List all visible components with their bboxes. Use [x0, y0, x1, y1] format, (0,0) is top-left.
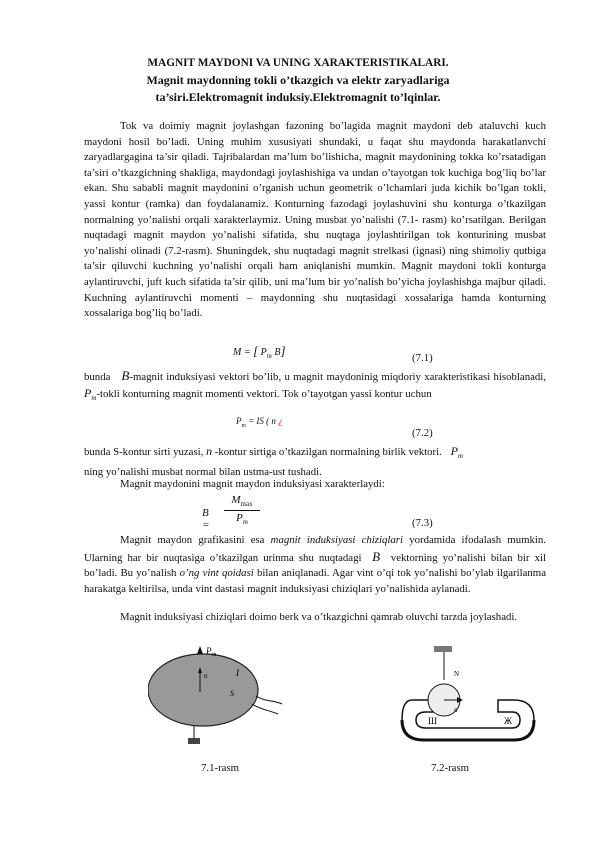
figure-7-1-current-loop [148, 640, 298, 750]
page-title: MAGNIT MAYDONI VA UNING XARAKTERISTIKALARI. [147, 57, 449, 69]
support-bar [434, 646, 452, 652]
label-i: I [236, 668, 239, 678]
label-sh: Ш [428, 716, 438, 726]
text-urinma: yordamida ifodalash mumkin. Ularning har bir nuqtasiga o’tkazilgan urinma shu nuqtadagi [84, 534, 546, 564]
label-n: n [454, 706, 458, 714]
paragraph-field-lines: Magnit maydon grafikasini esa magnit induksiyasi chiziqlari yordamida ifodalash mumkin. Ularning har bir nuqtasiga o’tkazilgan urinma shu nuqtadagi B vektorning yo’nalishi bilan bir xil bo’ladi. Bu yo’nalish o’ng vint qoidasi bilan aniqlanadi. Agar vint o’qi tok yo’nalishi bo’ylab ilgarilanma harakatga keltirilsa, unda vint dastasi magnit induksiyasi chiziqlari yo’nalishida aylanadi. [84, 534, 546, 595]
text-b-def: -magnit induksiyasi vektori bo’lib, u magnit maydoninig miqdoriy xarakteristikasi hisoblanadi, [129, 371, 546, 383]
paragraph-intro: Tok va doimiy magnit joylashgan fazoning bo’lagida magnit maydoni deb ataluvchi kuch maydoni hosil bo’ladi. Uning muhim xususiyati shundaki, u faqat shu maydonda harakatlanvchi zaryadlargagina ta’sir qiladi. Tajribalardan ma’lum bo’lishicha, magnit maydonining tokka ko’rsatadigan ta’siri o’tkazgichning shakliga, maydondagi joylashishiga va undan o’tayotgan tok kuchiga bog’liq bo’lar ekan. Shu sababli magnit maydonini o’rganish uchun geometrik o’lchamlari juda kichik bo’lgan tokli, yassi kontur (ramka) dan foydalanamiz. Konturning fazodagi joylashuvini shu konturga o’tkazilgan normalning yo’nalishi orqali xarakterlaymiz. Uning musbat yo’nalishi (7.1- rasm) ko’rsatilgan. Berilgan nuqtadagi magnit maydon yo’nalishi sifatida, shu nuqtaga joylashtirilgan tok konturining musbat yo’nalishi olinadi (7.2-rasm). Shuningdek, shu nuqtadagi magnit strelkasi (ignasi) ning shimoliy qutbiga ta’sir qiluvchi kuchning yo’nalishi orqali ham aniqlanishi mumkin. Magnit maydoni tokli konturga aylantiruvchi, juft kuch sifatida ta’sir qilib, uni ma’lum bir yo’nalish bo’yicha joylashishga majbur qiladi. Kuchning aylantiruvchi momenti – maydonning shu nuqtasidagi xossalariga hamda konturning xossalariga bog’liq bo’ladi. [84, 120, 546, 320]
text-s-def: bunda S-kontur sirti yuzasi, [84, 446, 204, 458]
text-bunda: bunda [84, 371, 111, 383]
label-pm: P [206, 646, 212, 656]
text-n-def: -kontur sirtiga o’tkazilgan normalning birlik vektori. [214, 446, 442, 458]
paragraph-bunda-b: bunda B-magnit induksiyasi vektori bo’lib, u magnit maydoninig miqdoriy xarakteristikasi hisoblanadi, $P_m$-tokli konturning magnit momenti vektori. Tok o’tayotgan yassi kontur uchun [84, 368, 546, 402]
figure-7-2-caption: 7.2-rasm [431, 762, 470, 774]
figure-7-1-caption: 7.1-rasm [201, 762, 240, 774]
text-yonalish: vektorning yo’nalishi bilan bir xil bo’ladi. Bu yo’nalish [84, 551, 546, 580]
paragraph-bunda-s: bunda S-kontur sirti yuzasi, n -kontur sirtiga o’tkazilgan normalning birlik vektori. $P_m$ ning yo’nalishi musbat normal bilan ustma-ust tushadi. [84, 444, 463, 478]
equation-7-2: $P_m$ = IS ( n ¿ [236, 416, 283, 429]
equation-number-7-2: (7.2) [412, 427, 433, 439]
wire-lead-2 [252, 704, 278, 714]
label-zh: Ж [504, 716, 513, 726]
text-vint-oqi: bilan aniqlanadi. Agar vint o’qi tok yo’nalishi bo’ylab ilgarilanma harakatga keltirilsa, unda vint dastasi magnit induksiyasi chiziqlari yo’nalishida aylanadi. [84, 567, 546, 595]
page: MAGNIT MAYDONI VA UNING XARAKTERISTIKALARI. Magnit maydonning tokli o’tkazgich va elektr zaryadlariga ta’siri.Elektromagnit induksiy.Elektromagnit to’lqinlar. Tok va doimiy magnit joylashgan fazoning bo’lagida magnit maydoni deb ataluvchi kuch maydoni hosil bo’ladi. Uning muhim xususiyati shundaki, u faqat shu maydonda harakatlanvchi zaryadlargagina ta’sir qiladi. Tajribalardan ma’lum bo’lishicha, magnit maydonining tokka ko’rsatadigan ta’siri o’tkazgichning shakliga, maydondagi joylashishiga va undan o’tayotgan tok kuchiga bog’liq bo’lar ekan. Shu sababli magnit maydonini o’rganish uchun geometrik o’lchamlari juda kichik bo’lgan tokli, yassi kontur (ramka) dan foydalanamiz. Konturning fazodagi joylashuvini shu konturga o’tkazilgan normalning yo’nalishi orqali xarakterlaymiz. Uning musbat yo’nalishi (7.1- rasm) ko’rsatilgan. Berilgan nuqtadagi magnit maydon yo’nalishi sifatida, shu nuqtaga joylashtirilgan tok konturining musbat yo’nalishi olinadi (7.2-rasm). Shuningdek, shu nuqtadagi magnit strelkasi (ignasi) ning shimoliy qutbiga ta’sir qiluvchi kuchning yo’nalishi orqali ham aniqlanishi mumkin. Magnit maydoni tokli konturga aylantiruvchi, juft kuch sifatida ta’sir qilib, uni ma’lum bir yo’nalish bo’yicha joylashishga majbur qiladi. Kuchning aylantiruvchi momenti – maydonning shu nuqtasidagi xossalariga hamda konturning xossalariga bog’liq bo’ladi. M = [ $P_m$ B] (7.1) bunda B-magnit induksiyasi vektori bo’lib, u magnit maydoninig miqdoriy xarakteristikasi hisoblanadi, $P_m$-tokli konturning magnit momenti vektori. Tok o’tayotgan yassi kontur uchun $P_m$ = IS ( n ¿ (7.2) bunda S-kontur sirti yuzasi, n -kontur sirtiga o’tkazilgan normalning birlik vektori. $P_m$ ning yo’nalishi musbat normal bilan ustma-ust tushadi. Magnit maydonini magnit maydon induksiyasi xarakterlaydi: B = $M_{max}$ $P_m$ (7.3) Magnit maydon grafikasini esa magnit induksiyasi chiziqlari yordamida ifodalash mumkin. Ularning har bir nuqtasiga o’tkazilgan urinma shu nuqtadagi B vektorning yo’nalishi bilan bir xil bo’ladi. Bu yo’nalish o’ng vint qoidasi bilan aniqlanadi. Agar vint o’qi tok yo’nalishi bo’ylab ilgarilanma harakatga keltirilsa, unda vint dastasi magnit induksiyasi chiziqlari yo’nalishida aylanadi. Magnit induksiyasi chiziqlari doimo berk va o’tkazgichni qamrab oluvchi tarzda joylashadi. P m n I S 7.1-rasm n Ш Ж N 7.2-rasm [0, 0, 596, 842]
text-magnit-induksiyasi: magnit induksiyasi chiziqlari [270, 534, 403, 546]
equation-7-1: M = [ $P_m$ B] [233, 343, 286, 360]
loop-surface [148, 654, 258, 726]
label-s: S [230, 689, 234, 698]
text-ong-vint: o’ng vint qoidasi [179, 567, 254, 580]
text-pm-def: -tokli konturning magnit momenti vektori. Tok o’tayotgan yassi kontur uchun [96, 387, 432, 400]
paragraph-closed-lines: Magnit induksiyasi chiziqlari doimo berk va o’tkazgichni qamrab oluvchi tarzda joylashadi. [120, 611, 518, 623]
label-n: n [204, 672, 208, 680]
pm-arrowhead [197, 646, 203, 654]
label-n-pole: N [454, 670, 460, 678]
paragraph-induction: Magnit maydonini magnit maydon induksiyasi xarakterlaydi: [120, 478, 385, 490]
text-pm-direction: ning yo’nalishi musbat normal bilan ustma-ust tushadi. [84, 465, 322, 478]
equation-number-7-1: (7.1) [412, 352, 433, 364]
equation-number-7-3: (7.3) [412, 517, 433, 529]
subtitle-line-1: Magnit maydonning tokli o’tkazgich va elektr zaryadlariga [146, 73, 450, 87]
wire-lead-1 [256, 696, 282, 704]
text-grafika: Magnit maydon grafikasini esa [120, 534, 265, 546]
label-pm-sub: m [212, 652, 217, 658]
subtitle-line-2: ta’siri.Elektromagnit induksiy.Elektromagnit to’lqinlar. [155, 90, 441, 104]
screw-head [188, 738, 200, 744]
figure-7-2-magnet [394, 640, 544, 760]
horseshoe-magnet [402, 700, 534, 740]
